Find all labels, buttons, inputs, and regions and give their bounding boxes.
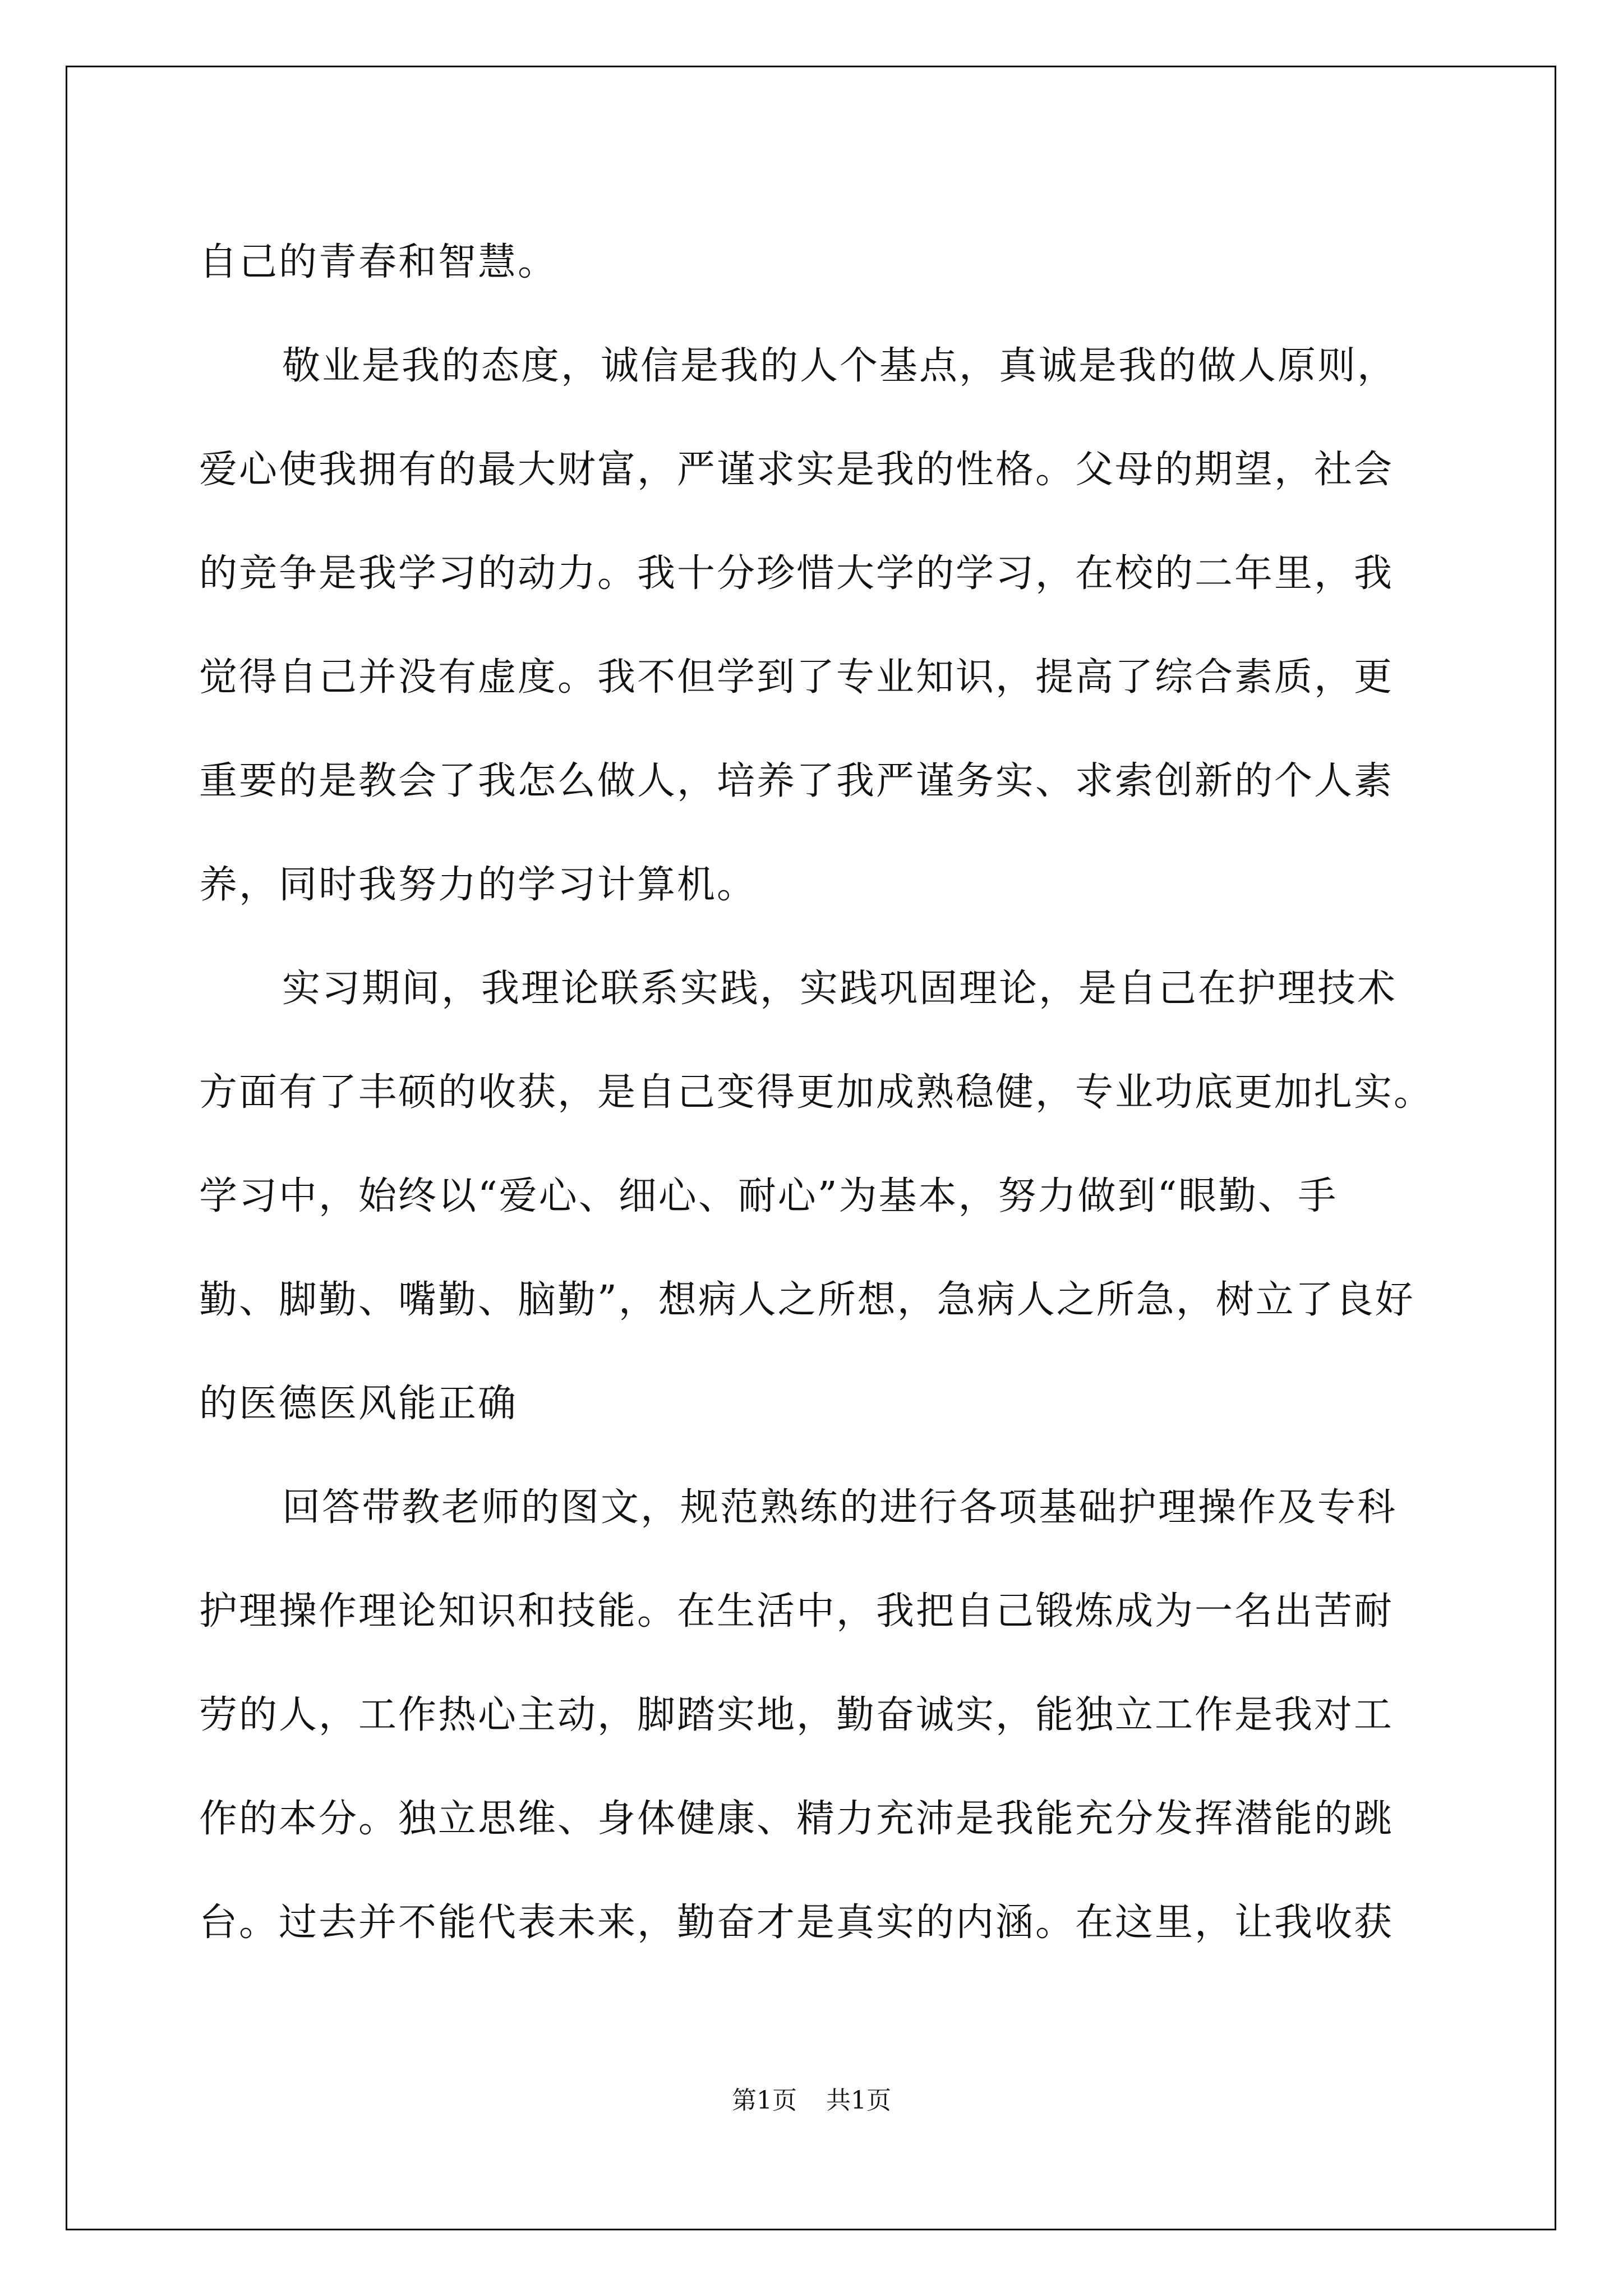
text-line: 的医德医风能正确 bbox=[199, 1382, 518, 1426]
text-line: 回答带教老师的图文，规范熟练的进行各项基础护理操作及专科 bbox=[282, 1485, 1398, 1530]
text-line: 方面有了丰硕的收获，是自己变得更加成熟稳健，专业功底更加扎实。 bbox=[199, 1070, 1434, 1115]
text-line: 作的本分。独立思维、身体健康、精力充沛是我能充分发挥潜能的跳 bbox=[199, 1797, 1394, 1841]
text-line: 的竞争是我学习的动力。我十分珍惜大学的学习，在校的二年里，我 bbox=[199, 551, 1394, 596]
page-number-current: 第1页 bbox=[732, 2086, 797, 2115]
page-footer bbox=[0, 2084, 1623, 2118]
text-line: 养，同时我努力的学习计算机。 bbox=[199, 863, 757, 907]
text-line: 实习期间，我理论联系实践，实践巩固理论，是自己在护理技术 bbox=[282, 967, 1398, 1011]
text-line: 台。过去并不能代表未来，勤奋才是真实的内涵。在这里，让我收获 bbox=[199, 1901, 1394, 1945]
text-line: 爱心使我拥有的最大财富，严谨求实是我的性格。父母的期望，社会 bbox=[199, 448, 1394, 492]
text-line: 护理操作理论知识和技能。在生活中，我把自己锻炼成为一名出苦耐 bbox=[199, 1589, 1394, 1634]
text-line: 学习中，始终以“爱心、细心、耐心”为基本，努力做到“眼勤、手 bbox=[199, 1174, 1338, 1218]
text-line: 敬业是我的态度，诚信是我的人个基点，真诚是我的做人原则， bbox=[282, 344, 1398, 388]
text-line: 觉得自己并没有虚度。我不但学到了专业知识，提高了综合素质，更 bbox=[199, 655, 1394, 700]
text-line: 劳的人，工作热心主动，脚踏实地，勤奋诚实，能独立工作是我对工 bbox=[199, 1693, 1394, 1737]
text-line: 重要的是教会了我怎么做人，培养了我严谨务实、求索创新的个人素 bbox=[199, 759, 1394, 803]
document-body bbox=[199, 210, 1433, 1975]
text-line: 自己的青春和智慧。 bbox=[199, 240, 558, 284]
text-line: 勤、脚勤、嘴勤、脑勤”，想病人之所想，急病人之所急，树立了良好 bbox=[199, 1278, 1415, 1322]
page-number-total: 共1页 bbox=[826, 2086, 891, 2115]
